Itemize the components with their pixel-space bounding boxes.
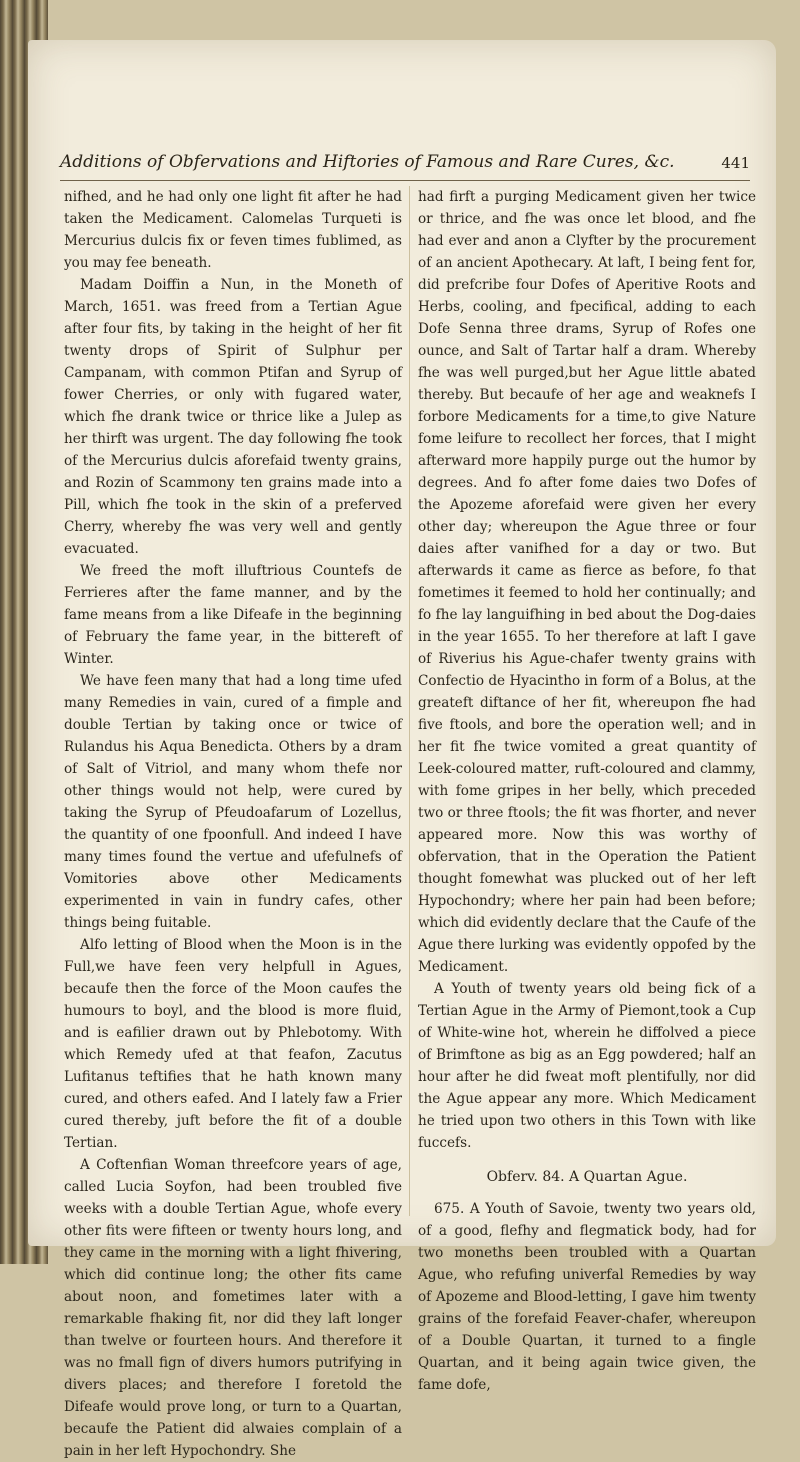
paragraph: A Youth of twenty years old being fick of a Tertian Ague in the Army of Piemont,took a Cup of White-wine hot, wherein he diffolved a piece of Brimftone as big as an Egg powdered; half an hour after he did fweat moft plentifully, nor did the Ague appear any more. Which Medicament he tried upon two others in this Town with like fuccefs. — [418, 981, 756, 1151]
paragraph: We freed the moft illuftrious Countefs de Ferrieres after the fame manner, and by the fame means from a like Difeafe in the beginning of February the fame year, in the bittereft of Winter. — [64, 563, 402, 667]
paragraph: Madam Doiffin a Nun, in the Moneth of March, 1651. was freed from a Tertian Ague after four fits, by taking in the height of her fit twenty drops of Spirit of Sulphur per Campanam, with common Ptifan and Syrup of fower Cherries, or only with fugared water, which fhe drank twice or thrice like a Julep as her thirft was urgent. The day following fhe took of the Mercurius dulcis aforefaid twenty grains, and Rozin of Scammony ten grains made into a Pill, which fhe took in the skin of a preferved Cherry, whereby fhe was very well and gently evacuated. — [64, 277, 402, 557]
paragraph: nifhed, and he had only one light fit after he had taken the Medicament. Calomelas Turqueti is Mercurius dulcis fix or feven times fublimed, as you may fee beneath. — [64, 189, 402, 271]
running-header — [60, 152, 750, 181]
paragraph: A Coftenfian Woman threefcore years of age, called Lucia Soyfon, had been troubled five weeks with a double Tertian Ague, whofe every other fits were fifteen or twenty hours long, and they came in the morning with a light fhivering, which did continue long; the other fits came about noon, and fometimes later with a remarkable fhaking fit, nor did they laft longer than twelve or fourteen hours. And therefore it was no fmall fign of divers humors putrifying in divers places; and therefore I foretold the Difeafe would prove long, or turn to a Quartan, becaufe the Patient did alwaies complain of a pain in her left Hypochondry. She — [64, 1157, 402, 1459]
page-number: 441 — [721, 154, 750, 172]
left-column — [64, 186, 402, 1462]
paragraph: had firft a purging Medicament given her twice or thrice, and fhe was once let blood, and fhe had ever and anon a Clyfter by the procurement of an ancient Apothecary. At laft, I being fent for, did prefcribe four Dofes of Aperitive Roots and Herbs, cooling, and fpecifical, adding to each Dofe Senna three drams, Syrup of Rofes one ounce, and Salt of Tartar half a dram. Whereby fhe was well purged,but her Ague little abated thereby. But becaufe of her age and weaknefs I forbore Medicaments for a time,to give Nature fome leifure to recollect her forces, that I might afterward more happily purge out the humor by degrees. And fo after fome daies two Dofes of the Apozeme aforefaid were given her every other day; whereupon the Ague three or four daies after vanifhed for a day or two. But afterwards it came as fierce as before, fo that fometimes it feemed to hold her continually; and fo fhe lay languifhing in bed about the Dog-daies in the year 1655. To her therefore at laft I gave of Riverius his Ague-chafer twenty grains with Confectio de Hyacintho in form of a Bolus, at the greateft diftance of her fit, whereupon fhe had five ftools, and bore the operation well; and in her fit fhe twice vomited a great quantity of Leek-coloured matter, ruft-coloured and clammy, with fome gripes in her belly, which preceded two or three ftools; the fit was fhorter, and never appeared more. Now this was worthy of obfervation, that in the Operation the Patient thought fomewhat was plucked out of her left Hypochondry; where her pain had been before; which did evidently declare that the Caufe of the Ague there lurking was evidently oppofed by the Medicament. — [418, 189, 756, 975]
paragraph: Alfo letting of Blood when the Moon is in the Full,we have feen very helpfull in Agues, becaufe then the force of the Moon caufes the humours to boyl, and the blood is more fluid, and is eafilier drawn out by Phlebotomy. With which Remedy ufed at that feafon, Zacutus Lufitanus teftifies that he hath known many cured, and others eafed. And I lately faw a Frier cured thereby, juft before the fit of a double Tertian. — [64, 937, 402, 1151]
running-title: Additions of Obfervations and Hiftories of Famous and Rare Cures, &c. — [60, 152, 675, 172]
paragraph: 675. A Youth of Savoie, twenty two years old, of a good, flefhy and flegmatick body, had for two moneths been troubled with a Quartan Ague, who refufing univerfal Remedies by way of Apozeme and Blood-letting, I gave him twenty grains of the forefaid Feaver-chafer, whereupon of a Double Quartan, it turned to a fingle Quartan, and it being again twice given, the fame dofe, — [418, 1201, 756, 1393]
observation-heading: Obferv. 84. A Quartan Ague. — [486, 1169, 688, 1185]
paragraph: We have feen many that had a long time ufed many Remedies in vain, cured of a fimple and double Tertian by taking once or twice of Rulandus his Aqua Benedicta. Others by a dram of Salt of Vitriol, and many whom thefe nor other things would not help, were cured by taking the Syrup of Pfeudoafarum of Lozellus, the quantity of one fpoonfull. And indeed I have many times found the vertue and ufefulnefs of Vomitories above other Medicaments experimented in vain in fundry cafes, other things being fuitable. — [64, 673, 402, 931]
right-column — [418, 186, 756, 1396]
column-divider — [409, 186, 410, 1216]
